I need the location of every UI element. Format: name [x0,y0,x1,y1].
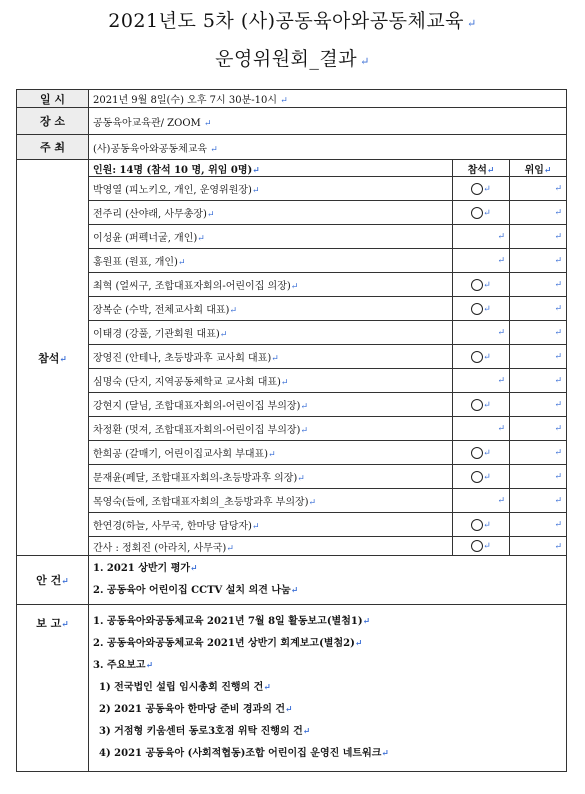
attendee-name: 장영진 (안테나, 초등방과후 교사회 대표)↵ [89,345,453,369]
attend-cell: ↵ [453,177,510,201]
attendee-row [17,417,567,441]
attend-cell: ↵ [453,321,510,345]
delegate-cell: ↵ [510,393,567,417]
attend-cell: ↵ [453,273,510,297]
report-item: 1. 공동육아와공동체교육 2021년 7월 8일 활동보고(별첨1)↵ [93,616,371,627]
delegate-cell: ↵ [510,249,567,273]
delegate-cell: ↵ [510,321,567,345]
report-item: 2. 공동육아와공동체교육 2021년 상반기 회계보고(별첨2)↵ [93,638,363,649]
minutes-table [16,89,567,772]
date-label: 일 시 [17,90,89,108]
attend-cell: ↵ [453,441,510,465]
place-value: 공동육아교육관/ ZOOM ↵ [89,108,567,135]
attendance-summary: 인원: 14명 (참석 10 명, 위임 0명)↵ [89,160,453,177]
attendee-row [17,201,567,225]
delegate-cell: ↵ [510,537,567,556]
agenda-row [17,556,567,605]
attendee-row [17,249,567,273]
report-subitem: 2) 2021 공동육아 한마당 준비 경과의 건↵ [99,704,293,715]
delegate-cell: ↵ [510,297,567,321]
attend-circle-icon [471,351,483,363]
attend-circle-icon [471,519,483,531]
attendee-name: 차정환 (멋져, 조합대표자회의-어린이집 부의장)↵ [89,417,453,441]
attendee-name: 심명숙 (단지, 지역공동체학교 교사회 대표)↵ [89,369,453,393]
attendee-name: 한연경(하늘, 사무국, 한마당 담당자)↵ [89,513,453,537]
attendee-row [17,321,567,345]
attendee-row [17,465,567,489]
attendee-row [17,225,567,249]
date-row [17,90,567,108]
attend-circle-icon [471,447,483,459]
attend-circle-icon [471,207,483,219]
delegate-cell: ↵ [510,489,567,513]
attend-cell: ↵ [453,249,510,273]
attendee-name: 이성윤 (퍼펙너굴, 개인)↵ [89,225,453,249]
attendee-name: 간사 : 정회진 (아라치, 사무국)↵ [89,537,453,556]
delegate-cell: ↵ [510,369,567,393]
attend-cell: ↵ [453,513,510,537]
attendance-header-row [17,160,567,177]
host-label: 주 최 [17,135,89,160]
attendee-name: 최혁 (얼씨구, 조합대표자회의-어린이집 의장)↵ [89,273,453,297]
report-item: 3. 주요보고↵ [93,660,154,671]
paragraph-mark-icon: ↵ [467,17,477,30]
attendee-name: 전주리 (산야래, 사무총장)↵ [89,201,453,225]
attendee-row [17,441,567,465]
attend-cell: ↵ [453,297,510,321]
attend-circle-icon [471,399,483,411]
delegate-column-header: 위임↵ [510,160,567,177]
attend-circle-icon [471,471,483,483]
delegate-cell: ↵ [510,225,567,249]
attend-circle-icon [471,303,483,315]
attend-column-header: 참석↵ [453,160,510,177]
host-value: (사)공동육아와공동체교육 ↵ [89,135,567,160]
attend-cell: ↵ [453,465,510,489]
attend-cell: ↵ [453,537,510,556]
attend-cell: ↵ [453,225,510,249]
attendee-name: 장복순 (수박, 전체교사회 대표)↵ [89,297,453,321]
attendee-name: 홍원표 (원표, 개인)↵ [89,249,453,273]
attendee-row [17,369,567,393]
attendee-row [17,489,567,513]
agenda-item: 2. 공동육아 어린이집 CCTV 설치 의견 나눔↵ [93,585,299,596]
report-label: 보 고↵ [17,605,89,772]
attendance-label: 참석↵ [17,160,89,556]
delegate-cell: ↵ [510,345,567,369]
attend-cell: ↵ [453,201,510,225]
attendee-row [17,537,567,556]
attendee-name: 강현지 (달님, 조합대표자회의-어린이집 부의장)↵ [89,393,453,417]
delegate-cell: ↵ [510,273,567,297]
attend-cell: ↵ [453,417,510,441]
report-row [17,605,567,772]
attendee-row [17,297,567,321]
place-label: 장 소 [17,108,89,135]
agenda-list [89,556,567,605]
attend-cell: ↵ [453,345,510,369]
delegate-cell: ↵ [510,441,567,465]
host-row [17,135,567,160]
attendee-row [17,273,567,297]
attendee-name: 문재윤(페달, 조합대표자회의-초등방과후 의장)↵ [89,465,453,489]
agenda-item: 1. 2021 상반기 평가↵ [93,563,198,574]
attendee-row [17,513,567,537]
attendee-row [17,393,567,417]
attendee-name: 목영숙(들에, 조합대표자회의_초등방과후 부의장)↵ [89,489,453,513]
report-list [89,605,567,772]
agenda-label: 안 건↵ [17,556,89,605]
attendee-name: 이태경 (강풀, 기관회원 대표)↵ [89,321,453,345]
attend-circle-icon [471,279,483,291]
delegate-cell: ↵ [510,201,567,225]
place-row [17,108,567,135]
paragraph-mark-icon: ↵ [360,55,370,68]
attendee-row [17,345,567,369]
attend-cell: ↵ [453,393,510,417]
attend-cell: ↵ [453,489,510,513]
attend-circle-icon [471,183,483,195]
date-value: 2021년 9월 8일(수) 오후 7시 30분-10시 ↵ [89,90,567,108]
attend-cell: ↵ [453,369,510,393]
report-subitem: 4) 2021 공동육아 (사회적협동)조합 어린이집 운영진 네트워크↵ [99,748,389,759]
attendee-name: 박영열 (피노키오, 개인, 운영위원장)↵ [89,177,453,201]
document-title-line2: 운영위원회_결과 ↵ [215,48,370,70]
delegate-cell: ↵ [510,417,567,441]
document-title-line1: 2021년도 5차 (사)공동육아와공동체교육 ↵ [108,10,477,32]
attend-circle-icon [471,540,483,552]
delegate-cell: ↵ [510,465,567,489]
attendee-row [17,177,567,201]
delegate-cell: ↵ [510,177,567,201]
attendee-name: 한희공 (갈매기, 어린이집교사회 부대표)↵ [89,441,453,465]
report-subitem: 1) 전국법인 설립 임시총회 진행의 건↵ [99,682,271,693]
report-subitem: 3) 거점형 키움센터 동로3호점 위탁 진행의 건↵ [99,726,311,737]
delegate-cell: ↵ [510,513,567,537]
